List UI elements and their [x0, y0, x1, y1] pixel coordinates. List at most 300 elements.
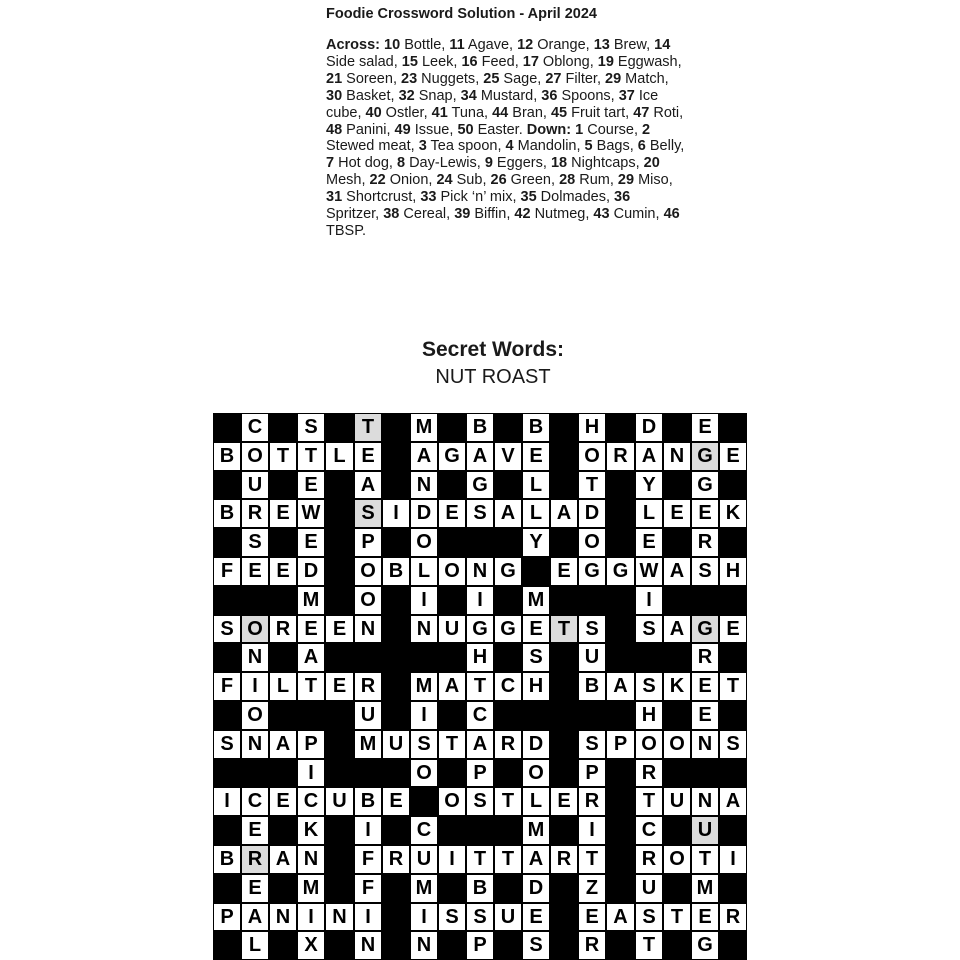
grid-cell: N	[410, 931, 438, 960]
grid-cell: S	[635, 615, 663, 643]
grid-cell: E	[241, 874, 269, 903]
grid-block	[438, 874, 466, 903]
grid-cell: E	[578, 903, 606, 931]
grid-cell: T	[438, 730, 466, 759]
grid-block	[494, 816, 522, 845]
grid-cell: C	[410, 816, 438, 845]
grid-cell: T	[297, 442, 325, 471]
grid-cell: B	[213, 442, 241, 471]
grid-cell: A	[466, 442, 494, 471]
grid-cell: S	[522, 643, 550, 672]
grid-block	[606, 586, 635, 615]
grid-block	[578, 701, 606, 730]
grid-cell: B	[466, 874, 494, 903]
grid-cell: C	[241, 787, 269, 816]
grid-cell: R	[691, 643, 719, 672]
grid-cell: U	[691, 816, 719, 845]
grid-block	[213, 471, 241, 499]
grid-cell: L	[522, 499, 550, 528]
grid-cell: T	[719, 672, 747, 701]
grid-block	[438, 643, 466, 672]
grid-cell: E	[241, 557, 269, 586]
grid-cell: A	[354, 471, 382, 499]
across-clue: 50 Easter.	[457, 121, 523, 138]
grid-cell: M	[410, 672, 438, 701]
grid-block	[325, 499, 354, 528]
down-clue: 43 Cumin	[593, 206, 656, 223]
grid-cell: U	[663, 787, 691, 816]
grid-cell: S	[297, 413, 325, 442]
grid-cell: R	[635, 845, 663, 874]
grid-cell: A	[663, 615, 691, 643]
grid-block	[438, 759, 466, 787]
grid-cell: S	[354, 499, 382, 528]
grid-cell: O	[241, 615, 269, 643]
grid-cell: S	[213, 615, 241, 643]
grid-cell: R	[241, 499, 269, 528]
grid-cell: I	[719, 845, 747, 874]
across-clue: 27 Filter	[545, 70, 597, 87]
grid-cell: M	[297, 586, 325, 615]
grid-cell: G	[466, 615, 494, 643]
grid-cell: S	[213, 730, 241, 759]
grid-block	[606, 701, 635, 730]
grid-cell: S	[635, 672, 663, 701]
grid-cell: A	[410, 442, 438, 471]
across-clue: 17 Oblong	[522, 53, 590, 70]
grid-cell: G	[691, 931, 719, 960]
down-clue: 28 Rum	[559, 172, 610, 189]
grid-block	[550, 672, 578, 701]
grid-cell: D	[522, 874, 550, 903]
grid-cell: S	[466, 903, 494, 931]
grid-block	[719, 759, 747, 787]
down-clue: 9 Eggers	[484, 155, 543, 172]
grid-block	[382, 442, 410, 471]
across-clue: 11 Agave	[449, 37, 510, 53]
grid-cell: O	[241, 442, 269, 471]
grid-block	[382, 874, 410, 903]
grid-cell: C	[297, 787, 325, 816]
grid-cell: S	[466, 499, 494, 528]
across-clue: 12 Orange	[517, 37, 586, 53]
grid-cell: G	[691, 615, 719, 643]
grid-cell: T	[578, 845, 606, 874]
grid-block	[325, 701, 354, 730]
grid-cell: G	[606, 557, 635, 586]
grid-cell: T	[663, 903, 691, 931]
grid-cell: Z	[578, 874, 606, 903]
grid-block	[663, 701, 691, 730]
grid-cell: E	[297, 615, 325, 643]
grid-block	[494, 413, 522, 442]
grid-cell: I	[410, 586, 438, 615]
across-label: Across:	[326, 37, 380, 53]
grid-cell: M	[354, 730, 382, 759]
grid-cell: B	[213, 499, 241, 528]
grid-cell: K	[663, 672, 691, 701]
grid-cell: G	[578, 557, 606, 586]
grid-cell: U	[241, 471, 269, 499]
grid-cell: E	[269, 499, 297, 528]
grid-cell: N	[691, 730, 719, 759]
grid-cell: H	[635, 701, 663, 730]
grid-cell: P	[466, 931, 494, 960]
down-clue: 39 Biffin	[454, 206, 507, 223]
grid-cell: A	[297, 643, 325, 672]
grid-cell: P	[606, 730, 635, 759]
grid-cell: O	[241, 701, 269, 730]
grid-cell: N	[241, 643, 269, 672]
across-clue: 29 Match	[605, 70, 665, 87]
down-clue: 29 Miso	[617, 172, 669, 189]
grid-cell: I	[297, 903, 325, 931]
grid-cell: N	[663, 442, 691, 471]
grid-cell: K	[719, 499, 747, 528]
grid-cell: U	[325, 787, 354, 816]
grid-cell: Y	[635, 471, 663, 499]
across-clue: 16 Feed	[461, 53, 515, 70]
grid-cell: I	[438, 845, 466, 874]
grid-cell: E	[691, 499, 719, 528]
grid-cell: P	[297, 730, 325, 759]
grid-block	[719, 816, 747, 845]
grid-cell: I	[354, 903, 382, 931]
grid-block	[550, 701, 578, 730]
grid-cell: H	[578, 413, 606, 442]
grid-block	[550, 528, 578, 557]
across-clue: 34 Mustard	[460, 87, 534, 104]
grid-block	[438, 701, 466, 730]
grid-cell: S	[438, 903, 466, 931]
grid-cell: C	[494, 672, 522, 701]
grid-cell: K	[297, 816, 325, 845]
clue-list: Across: 10 Bottle, 11 Agave, 12 Orange, 13 Brew, 14 Side salad, 15 Leek, 16 Feed, 17 Oblong, 19 Eggwash, 21 Soreen, 23 Nuggets, 25 Sage, 27 Filter, 29 Match, 30 Basket, 32 Snap, 34 Mustard, 36 Spoons, 37 Ice cube, 40 Ostler, 41 Tuna, 44 Bran, 45 Fruit tart, 47 Roti, 48 Panini, 49 Issue, 50 Easter. Down: 1 Course, 2 Stewed meat, 3 Tea spoon, 4 Mandolin, 5 Bags, 6 Belly, 7 Hot dog, 8 Day-Lewis, 9 Eggers, 18 Nightcaps, 20 Mesh, 22 Onion, 24 Sub, 26 Green, 28 Rum, 29 Miso, 31 Shortcrust, 33 Pick ‘n’ mix, 35 Dolmades, 36 Spritzer, 38 Cereal, 39 Biffin, 42 Nutmeg, 43 Cumin, 46 TBSP.	[326, 37, 685, 239]
grid-cell: N	[691, 787, 719, 816]
grid-cell: O	[410, 759, 438, 787]
grid-cell: I	[410, 701, 438, 730]
grid-cell: H	[466, 643, 494, 672]
down-clue: 35 Dolmades	[520, 189, 606, 206]
grid-block	[550, 586, 578, 615]
across-clue: 36 Spoons	[541, 87, 611, 104]
grid-cell: E	[663, 499, 691, 528]
grid-cell: O	[578, 442, 606, 471]
grid-cell: L	[325, 442, 354, 471]
down-clue: 38 Cereal	[383, 206, 447, 223]
grid-block	[606, 931, 635, 960]
grid-block	[663, 413, 691, 442]
grid-cell: U	[354, 701, 382, 730]
grid-block	[438, 586, 466, 615]
grid-block	[382, 643, 410, 672]
grid-cell: E	[719, 442, 747, 471]
grid-block	[438, 528, 466, 557]
grid-block	[241, 759, 269, 787]
grid-block	[213, 586, 241, 615]
grid-block	[494, 874, 522, 903]
grid-block	[354, 759, 382, 787]
grid-block	[213, 816, 241, 845]
grid-cell: R	[269, 615, 297, 643]
grid-cell: L	[241, 931, 269, 960]
page-heading: Foodie Crossword Solution - April 2024	[326, 6, 597, 22]
grid-block	[494, 931, 522, 960]
grid-cell: L	[522, 787, 550, 816]
grid-block	[663, 759, 691, 787]
grid-cell: E	[550, 787, 578, 816]
grid-cell: E	[241, 816, 269, 845]
down-clue: 26 Green	[490, 172, 551, 189]
grid-cell: O	[354, 557, 382, 586]
grid-cell: B	[578, 672, 606, 701]
grid-cell: N	[410, 471, 438, 499]
grid-block	[606, 413, 635, 442]
grid-block	[550, 874, 578, 903]
grid-cell: L	[410, 557, 438, 586]
grid-cell: X	[297, 931, 325, 960]
grid-cell: B	[213, 845, 241, 874]
grid-cell: L	[635, 499, 663, 528]
grid-cell: N	[241, 730, 269, 759]
grid-block	[494, 586, 522, 615]
grid-cell: A	[606, 903, 635, 931]
grid-block	[663, 586, 691, 615]
grid-cell: E	[522, 903, 550, 931]
grid-cell: U	[410, 845, 438, 874]
grid-block	[606, 499, 635, 528]
grid-block	[213, 528, 241, 557]
grid-cell: D	[297, 557, 325, 586]
grid-block	[382, 931, 410, 960]
grid-block	[606, 643, 635, 672]
grid-block	[635, 643, 663, 672]
down-clue: 36 Spritzer	[326, 189, 631, 223]
grid-cell: R	[550, 845, 578, 874]
grid-block	[719, 701, 747, 730]
grid-cell: I	[297, 759, 325, 787]
grid-cell: E	[691, 672, 719, 701]
across-clue: 37 Ice cube	[326, 87, 659, 121]
grid-block	[382, 471, 410, 499]
grid-cell: T	[691, 845, 719, 874]
grid-block	[606, 874, 635, 903]
across-clue: 21 Soreen	[326, 70, 393, 87]
across-clue: 14 Side salad	[326, 37, 671, 70]
grid-cell: F	[213, 672, 241, 701]
grid-block	[606, 471, 635, 499]
grid-cell: A	[606, 672, 635, 701]
grid-block	[410, 787, 438, 816]
grid-block	[606, 528, 635, 557]
grid-cell: C	[635, 816, 663, 845]
grid-cell: A	[635, 442, 663, 471]
grid-block	[213, 874, 241, 903]
grid-cell: E	[522, 615, 550, 643]
down-clue: 18 Nightcaps	[550, 155, 636, 172]
grid-cell: N	[354, 931, 382, 960]
grid-cell: E	[691, 701, 719, 730]
grid-cell: C	[241, 413, 269, 442]
grid-block	[550, 413, 578, 442]
grid-cell: O	[354, 586, 382, 615]
grid-block	[494, 528, 522, 557]
grid-cell: T	[494, 845, 522, 874]
grid-cell: R	[719, 903, 747, 931]
down-clue: 6 Belly	[637, 138, 681, 155]
down-clue: 42 Nutmeg	[514, 206, 586, 223]
grid-block	[269, 586, 297, 615]
grid-cell: E	[354, 442, 382, 471]
grid-cell: U	[382, 730, 410, 759]
secret-words-answer: NUT ROAST	[435, 366, 551, 388]
grid-cell: F	[354, 845, 382, 874]
grid-cell: E	[325, 615, 354, 643]
grid-cell: I	[213, 787, 241, 816]
grid-block	[663, 931, 691, 960]
grid-block	[663, 528, 691, 557]
grid-block	[325, 874, 354, 903]
grid-cell: N	[466, 557, 494, 586]
grid-cell: P	[354, 528, 382, 557]
grid-cell: B	[354, 787, 382, 816]
grid-block	[382, 615, 410, 643]
grid-cell: A	[550, 499, 578, 528]
grid-cell: E	[719, 615, 747, 643]
grid-block	[325, 557, 354, 586]
grid-cell: V	[494, 442, 522, 471]
grid-block	[213, 701, 241, 730]
grid-block	[522, 557, 550, 586]
grid-cell: T	[494, 787, 522, 816]
down-clue: 24 Sub	[436, 172, 483, 189]
grid-cell: T	[578, 471, 606, 499]
grid-cell: I	[578, 816, 606, 845]
grid-cell: A	[269, 730, 297, 759]
grid-cell: E	[635, 528, 663, 557]
grid-block	[213, 759, 241, 787]
grid-block	[691, 586, 719, 615]
grid-cell: T	[466, 672, 494, 701]
grid-block	[213, 413, 241, 442]
grid-block	[522, 701, 550, 730]
crossword-grid	[213, 413, 747, 960]
grid-cell: A	[494, 499, 522, 528]
grid-block	[466, 528, 494, 557]
grid-block	[578, 586, 606, 615]
grid-block	[550, 643, 578, 672]
grid-block	[606, 615, 635, 643]
grid-block	[410, 643, 438, 672]
grid-cell: O	[663, 730, 691, 759]
grid-block	[213, 931, 241, 960]
grid-cell: T	[269, 442, 297, 471]
grid-cell: P	[466, 759, 494, 787]
grid-block	[494, 643, 522, 672]
grid-block	[494, 471, 522, 499]
grid-block	[606, 759, 635, 787]
grid-cell: G	[438, 442, 466, 471]
grid-cell: A	[438, 672, 466, 701]
grid-block	[241, 586, 269, 615]
grid-cell: B	[466, 413, 494, 442]
down-clue: 46 TBSP.	[326, 206, 680, 239]
grid-cell: T	[550, 615, 578, 643]
grid-cell: U	[494, 903, 522, 931]
grid-cell: B	[382, 557, 410, 586]
grid-cell: T	[297, 672, 325, 701]
grid-cell: H	[719, 557, 747, 586]
down-label: Down:	[526, 121, 572, 138]
down-clue: 20 Mesh	[326, 155, 660, 189]
down-clue: 2 Stewed meat	[326, 121, 651, 155]
grid-cell: M	[522, 586, 550, 615]
across-clue: 25 Sage	[483, 70, 538, 87]
across-clue: 15 Leek	[401, 53, 454, 70]
grid-cell: O	[438, 787, 466, 816]
grid-cell: R	[494, 730, 522, 759]
grid-block	[325, 759, 354, 787]
grid-cell: R	[635, 759, 663, 787]
down-clue: 4 Mandolin	[505, 138, 577, 155]
across-clue: 23 Nuggets	[401, 70, 476, 87]
down-clue: 7 Hot dog	[326, 155, 389, 172]
grid-cell: D	[635, 413, 663, 442]
grid-block	[269, 931, 297, 960]
grid-block	[325, 643, 354, 672]
grid-block	[269, 528, 297, 557]
grid-block	[719, 874, 747, 903]
grid-cell: E	[691, 903, 719, 931]
grid-cell: G	[494, 557, 522, 586]
grid-cell: I	[635, 586, 663, 615]
grid-cell: E	[522, 442, 550, 471]
grid-cell: A	[522, 845, 550, 874]
grid-block	[550, 931, 578, 960]
grid-cell: P	[578, 759, 606, 787]
grid-block	[719, 586, 747, 615]
grid-cell: W	[297, 499, 325, 528]
across-clue: 47 Roti	[633, 104, 680, 121]
down-clue: 3 Tea spoon	[418, 138, 498, 155]
grid-cell: L	[522, 471, 550, 499]
grid-cell: E	[297, 471, 325, 499]
grid-cell: I	[382, 499, 410, 528]
grid-cell: R	[691, 528, 719, 557]
grid-cell: O	[522, 759, 550, 787]
grid-block	[213, 643, 241, 672]
grid-cell: G	[494, 615, 522, 643]
down-clue: 1 Course	[575, 121, 634, 138]
grid-cell: N	[297, 845, 325, 874]
grid-block	[550, 442, 578, 471]
across-clue: 13 Brew	[593, 37, 647, 53]
grid-cell: O	[663, 845, 691, 874]
grid-cell: S	[635, 903, 663, 931]
grid-cell: A	[241, 903, 269, 931]
grid-cell: U	[438, 615, 466, 643]
grid-block	[382, 413, 410, 442]
grid-cell: R	[606, 442, 635, 471]
grid-cell: N	[325, 903, 354, 931]
grid-cell: S	[522, 931, 550, 960]
grid-cell: S	[578, 730, 606, 759]
grid-block	[269, 759, 297, 787]
down-clue: 31 Shortcrust	[326, 189, 413, 206]
grid-block	[438, 471, 466, 499]
grid-cell: C	[466, 701, 494, 730]
grid-block	[382, 816, 410, 845]
